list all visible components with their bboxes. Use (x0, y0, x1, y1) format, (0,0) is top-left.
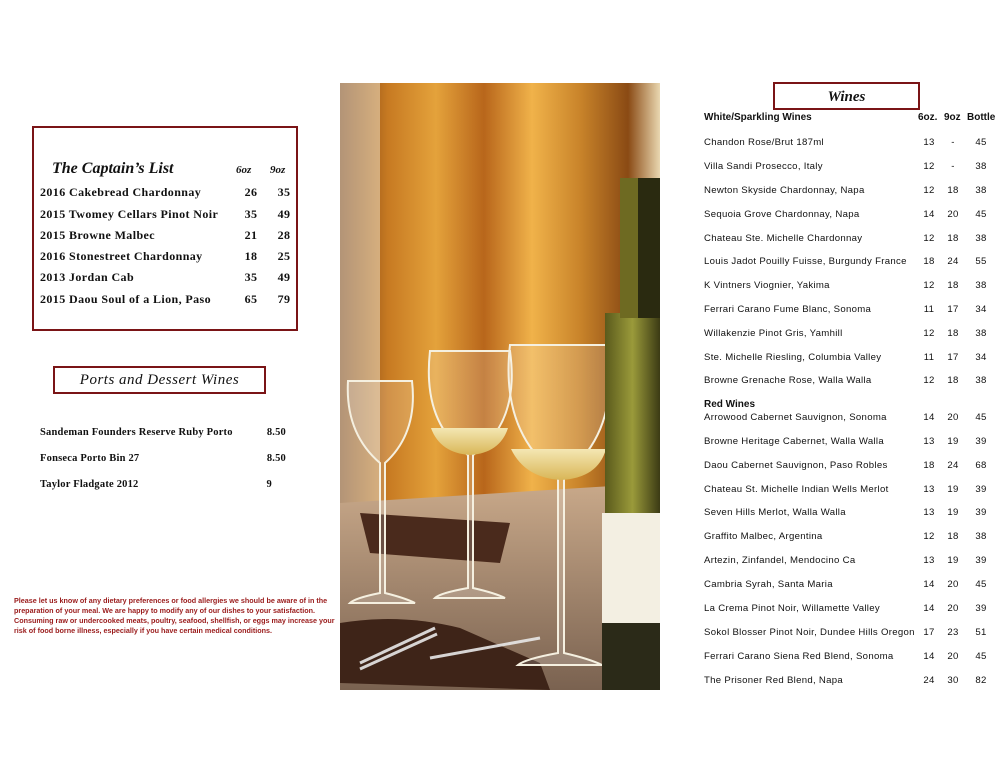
wine-row (704, 579, 994, 593)
wine-6oz: 24 (923, 675, 935, 686)
wine-bottle: 38 (975, 531, 987, 542)
wine-row (704, 375, 994, 389)
wine-row (704, 627, 994, 641)
wine-6oz: 12 (923, 233, 935, 244)
captains-item-6oz: 65 (244, 292, 258, 306)
col-6oz-header: 6oz. (918, 112, 938, 123)
wine-9oz: 18 (947, 233, 959, 244)
wine-9oz: 20 (947, 209, 959, 220)
wine-bottle: 38 (975, 185, 987, 196)
col-bottle-header: Bottle (967, 112, 996, 123)
wine-bottle: 45 (975, 137, 987, 148)
wine-6oz: 12 (923, 328, 935, 339)
wine-name: Chateau St. Michelle Indian Wells Merlot (704, 484, 889, 495)
wine-row (704, 555, 994, 569)
wine-9oz: 17 (947, 352, 959, 363)
wine-6oz: 13 (923, 555, 935, 566)
captains-item-name: 2013 Jordan Cab (40, 270, 135, 284)
wine-name: Sequoia Grove Chardonnay, Napa (704, 209, 860, 220)
wine-name: Ste. Michelle Riesling, Columbia Valley (704, 352, 882, 363)
captains-item-name: 2015 Twomey Cellars Pinot Noir (40, 207, 219, 221)
wine-name: Seven Hills Merlot, Walla Walla (704, 507, 846, 518)
port-item-name: Fonseca Porto Bin 27 (40, 453, 140, 464)
captains-6oz-header: 6oz (236, 164, 252, 176)
wine-9oz: 20 (947, 651, 959, 662)
captains-item (40, 207, 290, 223)
wine-bottle: 82 (975, 675, 987, 686)
port-item (40, 479, 290, 493)
captains-item (40, 270, 290, 286)
ports-header-box (53, 366, 266, 394)
wine-row (704, 436, 994, 450)
captains-item-6oz: 21 (244, 228, 258, 242)
wine-name: Browne Heritage Cabernet, Walla Walla (704, 436, 884, 447)
wine-row (704, 460, 994, 474)
wine-bottle: 34 (975, 352, 987, 363)
captains-list-box (32, 126, 298, 331)
wine-6oz: 14 (923, 651, 935, 662)
captains-item-9oz: 25 (277, 249, 291, 263)
captains-item-6oz: 18 (244, 249, 258, 263)
wine-row (704, 651, 994, 665)
wine-row (704, 161, 994, 175)
wine-name: Chandon Rose/Brut 187ml (704, 137, 824, 148)
wine-row (704, 412, 994, 426)
captains-item-name: 2015 Browne Malbec (40, 228, 155, 242)
wine-row (704, 209, 994, 223)
wine-row (704, 328, 994, 342)
captains-item-name: 2016 Stonestreet Chardonnay (40, 249, 203, 263)
wine-6oz: 18 (923, 256, 935, 267)
wine-bottle: 39 (975, 555, 987, 566)
wine-9oz: - (951, 137, 955, 148)
wine-name: Arrowood Cabernet Sauvignon, Sonoma (704, 412, 887, 423)
wine-name: Graffito Malbec, Argentina (704, 531, 823, 542)
wine-bottle: 45 (975, 651, 987, 662)
wine-name: Cambria Syrah, Santa Maria (704, 579, 833, 590)
captains-item-9oz: 28 (277, 228, 291, 242)
wine-9oz: 18 (947, 185, 959, 196)
captains-item-6oz: 35 (244, 270, 258, 284)
wine-bottle: 38 (975, 280, 987, 291)
wine-6oz: 18 (923, 460, 935, 471)
wine-9oz: 18 (947, 280, 959, 291)
wine-9oz: 18 (947, 375, 959, 386)
wine-bottle: 68 (975, 460, 987, 471)
port-item-name: Sandeman Founders Reserve Ruby Porto (40, 427, 233, 438)
wine-bottle: 55 (975, 256, 987, 267)
captains-item-6oz: 26 (244, 185, 258, 199)
wine-9oz: 20 (947, 579, 959, 590)
wine-9oz: 24 (947, 460, 959, 471)
wine-row (704, 352, 994, 366)
wine-name: The Prisoner Red Blend, Napa (704, 675, 844, 686)
red-wines-heading: Red Wines (704, 399, 756, 410)
wine-row (704, 185, 994, 199)
wine-6oz: 12 (923, 280, 935, 291)
wine-9oz: 24 (947, 256, 959, 267)
wine-9oz: 18 (947, 531, 959, 542)
wine-6oz: 17 (923, 627, 935, 638)
captains-item-9oz: 35 (277, 185, 291, 199)
wine-6oz: 13 (923, 137, 935, 148)
wine-row (704, 675, 994, 689)
captains-9oz-header: 9oz (270, 164, 286, 176)
wine-row (704, 531, 994, 545)
wine-name: Ferrari Carano Fume Blanc, Sonoma (704, 304, 872, 315)
wine-9oz: 17 (947, 304, 959, 315)
wine-6oz: 14 (923, 209, 935, 220)
wine-bottle: 38 (975, 161, 987, 172)
wine-name: Newton Skyside Chardonnay, Napa (704, 185, 865, 196)
captains-item (40, 228, 290, 244)
wine-bottle: 39 (975, 603, 987, 614)
wine-name: Villa Sandi Prosecco, Italy (704, 161, 823, 172)
wine-name: Browne Grenache Rose, Walla Walla (704, 375, 872, 386)
wine-name: Louis Jadot Pouilly Fuisse, Burgundy France (704, 256, 907, 267)
wine-6oz: 14 (923, 579, 935, 590)
wine-9oz: 30 (947, 675, 959, 686)
wine-name: Willakenzie Pinot Gris, Yamhill (704, 328, 843, 339)
wine-row (704, 233, 994, 247)
wine-bottle: 34 (975, 304, 987, 315)
wines-title: Wines (827, 89, 866, 105)
wine-name: Ferrari Carano Siena Red Blend, Sonoma (704, 651, 894, 662)
captains-item-name: 2016 Cakebread Chardonnay (40, 185, 202, 199)
wine-row (704, 507, 994, 521)
wine-6oz: 13 (923, 436, 935, 447)
wine-row (704, 280, 994, 294)
wine-9oz: 20 (947, 603, 959, 614)
wines-header-box (773, 82, 920, 110)
wine-9oz: 19 (947, 436, 959, 447)
port-item (40, 453, 290, 467)
wine-row (704, 603, 994, 617)
captains-item-9oz: 49 (277, 270, 291, 284)
wine-bottle: 51 (975, 627, 987, 638)
wine-name: K Vintners Viognier, Yakima (704, 280, 830, 291)
wine-9oz: 18 (947, 328, 959, 339)
port-item-price: 9 (266, 479, 272, 490)
wine-name: Chateau Ste. Michelle Chardonnay (704, 233, 863, 244)
wine-row (704, 256, 994, 270)
wine-6oz: 13 (923, 484, 935, 495)
port-item-price: 8.50 (266, 427, 286, 438)
wine-6oz: 13 (923, 507, 935, 518)
wine-6oz: 11 (923, 304, 935, 315)
wine-9oz: 19 (947, 507, 959, 518)
wine-bottle: 45 (975, 209, 987, 220)
wine-row (704, 137, 994, 151)
port-item-name: Taylor Fladgate 2012 (40, 479, 139, 490)
wine-bottle: 39 (975, 507, 987, 518)
wine-9oz: 23 (947, 627, 959, 638)
captains-item (40, 292, 290, 308)
wine-6oz: 12 (923, 375, 935, 386)
wine-name: La Crema Pinot Noir, Willamette Valley (704, 603, 880, 614)
wine-9oz: 20 (947, 412, 959, 423)
wine-9oz: 19 (947, 484, 959, 495)
port-item (40, 427, 290, 441)
port-item-price: 8.50 (266, 453, 286, 464)
ports-title: Ports and Dessert Wines (79, 372, 240, 388)
wine-bottle: 38 (975, 328, 987, 339)
wine-6oz: 11 (923, 352, 935, 363)
wine-6oz: 12 (923, 531, 935, 542)
wine-bottle: 38 (975, 233, 987, 244)
wine-name: Sokol Blosser Pinot Noir, Dundee Hills Oregon (704, 627, 915, 638)
wine-bottle: 45 (975, 412, 987, 423)
wine-row (704, 304, 994, 318)
wine-bottle: 39 (975, 436, 987, 447)
wine-6oz: 14 (923, 412, 935, 423)
wine-bottle: 38 (975, 375, 987, 386)
captains-list-title: The Captain’s List (52, 160, 174, 177)
wine-name: Artezin, Zinfandel, Mendocino Ca (704, 555, 856, 566)
wine-bottle: 45 (975, 579, 987, 590)
wine-bottle: 39 (975, 484, 987, 495)
captains-item (40, 249, 290, 265)
dietary-disclaimer: Please let us know of any dietary preferences or food allergies we should be aware of in the preparation of your meal. We are happy to modify any of our dishes to your satisfaction. Consuming raw or undercooked meats, poultry, seafood, shellfish, or eggs may increase your risk of food borne illness, especially if you have certain medical conditions. (14, 596, 335, 635)
wine-6oz: 14 (923, 603, 935, 614)
captains-item-9oz: 79 (277, 292, 291, 306)
captains-item (40, 185, 290, 201)
wine-row (704, 484, 994, 498)
white-wines-heading: White/Sparkling Wines (704, 112, 812, 123)
captains-item-6oz: 35 (244, 207, 258, 221)
wine-9oz: - (951, 161, 955, 172)
wine-6oz: 12 (923, 185, 935, 196)
wine-6oz: 12 (923, 161, 935, 172)
wine-glasses-photo (340, 83, 660, 690)
wine-name: Daou Cabernet Sauvignon, Paso Robles (704, 460, 888, 471)
captains-item-9oz: 49 (277, 207, 291, 221)
col-9oz-header: 9oz (944, 112, 961, 123)
captains-item-name: 2015 Daou Soul of a Lion, Paso (40, 292, 212, 306)
wine-9oz: 19 (947, 555, 959, 566)
